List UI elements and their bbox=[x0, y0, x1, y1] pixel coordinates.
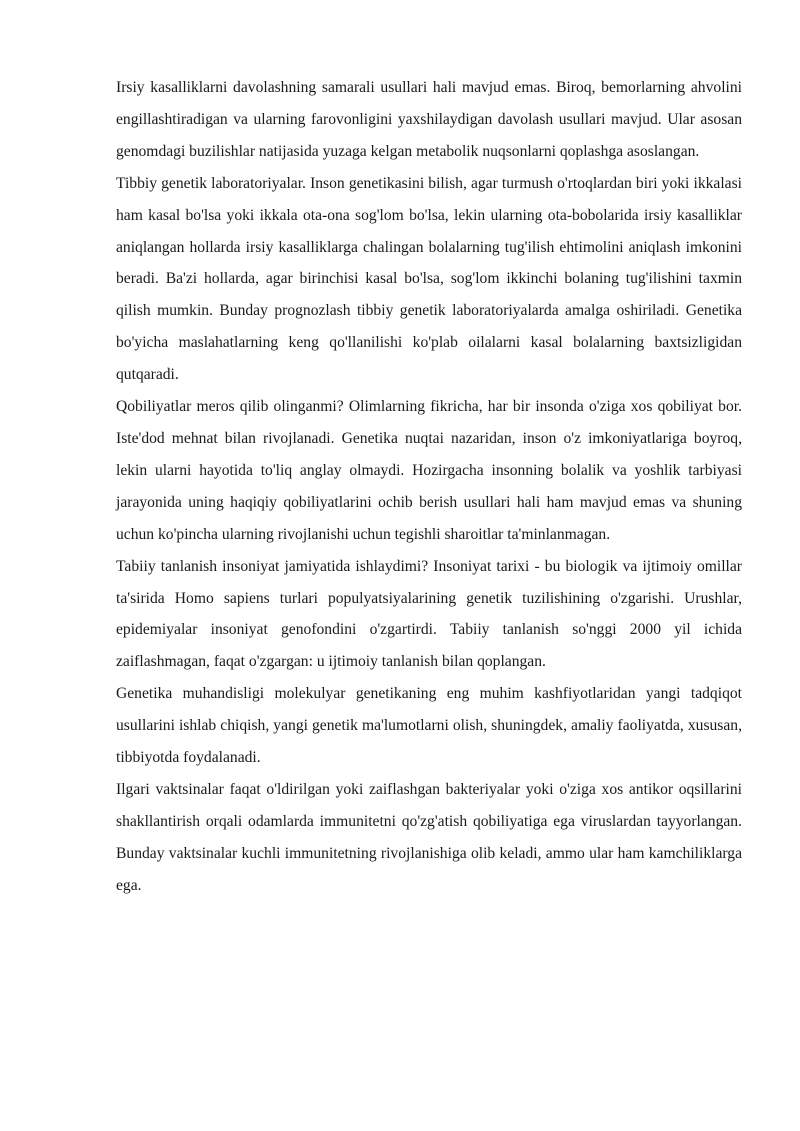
paragraph-vaccines: Ilgari vaktsinalar faqat o'ldirilgan yoki zaiflashgan bakteriyalar yoki o'ziga xos antikor oqsillarini shakllantirish orqali odamlarda immunitetni qo'zg'atish qobiliyatiga ega viruslardan tayyorlangan. Bunday vaktsinalar kuchli immunitetning rivojlanishiga olib keladi, ammo ular ham kamchiliklarga ega. bbox=[116, 780, 742, 894]
paragraph-genetic-engineering: Genetika muhandisligi molekulyar genetikaning eng muhim kashfiyotlaridan yangi tadqiqot usullarini ishlab chiqish, yangi genetik ma'lumotlarni olish, shuningdek, amaliy faoliyatda, xususan, tibbiyotda foydalanadi. bbox=[116, 685, 742, 767]
document-body bbox=[116, 72, 742, 902]
paragraph-genetic-laboratories: Tibbiy genetik laboratoriyalar. Inson genetikasini bilish, agar turmush o'rtoqlardan biri yoki ikkalasi ham kasal bo'lsa yoki ikkala ota-ona sog'lom bo'lsa, lekin ularning ota-bobolarida irsiy kasalliklar aniqlangan hollarda irsiy kasalliklarga chalingan bolalarning tug'ilish ehtimolini aniqlash imkonini beradi. Ba'zi hollarda, agar birinchisi kasal bo'lsa, sog'lom ikkinchi bolaning tug'ilishini taxmin qilish mumkin. Bunday prognozlash tibbiy genetik laboratoriyalarda amalga oshiriladi. Genetika bo'yicha maslahatlarning keng qo'llanilishi ko'plab oilalarni kasal bolalarning baxtsizligidan qutqaradi. bbox=[116, 174, 742, 384]
paragraph-natural-selection: Tabiiy tanlanish insoniyat jamiyatida ishlaydimi? Insoniyat tarixi - bu biologik va ijtimoiy omillar ta'sirida Homo sapiens turlari populyatsiyalarining genetik tuzilishining o'zgarishi. Urushlar, epidemiyalar insoniyat genofondini o'zgartirdi. Tabiiy tanlanish so'nggi 2000 yil ichida zaiflashmagan, faqat o'zgargan: u ijtimoiy tanlanish bilan qoplangan. bbox=[116, 557, 742, 671]
paragraph-hereditary-treatment: Irsiy kasalliklarni davolashning samarali usullari hali mavjud emas. Biroq, bemorlarning ahvolini engillashtiradigan va ularning farovonligini yaxshilaydigan davolash usullari mavjud. Ular asosan genomdagi buzilishlar natijasida yuzaga kelgan metabolik nuqsonlarni qoplashga asoslangan. bbox=[116, 79, 742, 160]
paragraph-inherited-abilities: Qobiliyatlar meros qilib olinganmi? Olimlarning fikricha, har bir insonda o'ziga xos qobiliyat bor. Iste'dod mehnat bilan rivojlanadi. Genetika nuqtai nazaridan, inson o'z imkoniyatlariga boyroq, lekin ularni hayotida to'liq anglay olmaydi. Hozirgacha insonning bolalik va yoshlik tarbiyasi jarayonida uning haqiqiy qobiliyatlarini ochib berish usullari hali ham mavjud emas va shuning uchun ko'pincha ularning rivojlanishi uchun tegishli sharoitlar ta'minlanmagan. bbox=[116, 398, 742, 543]
